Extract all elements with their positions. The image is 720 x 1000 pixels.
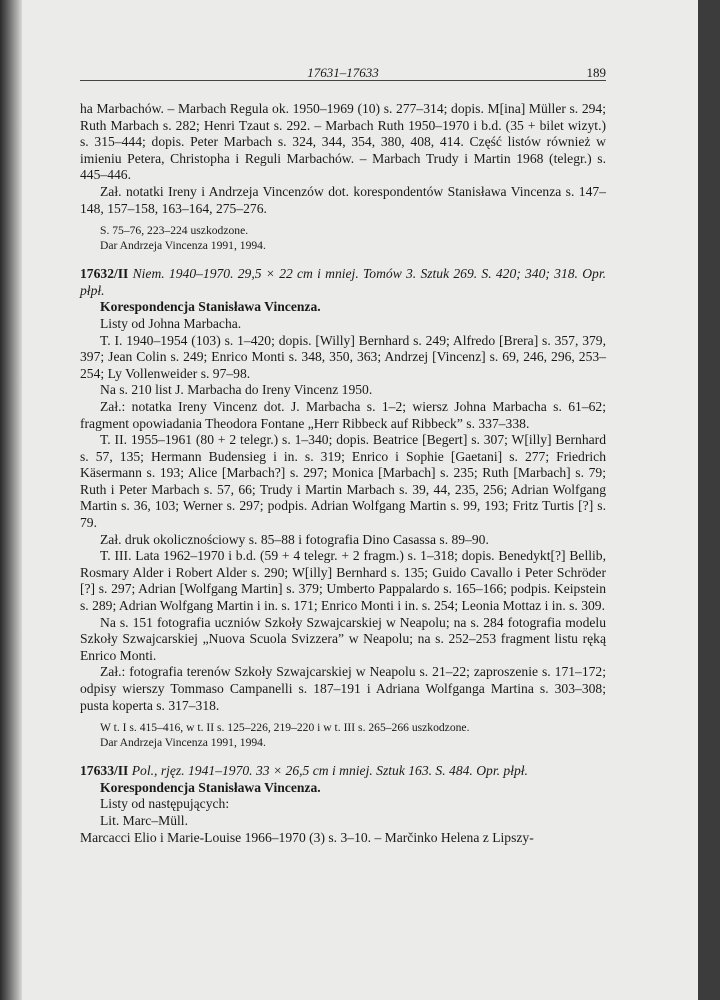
entry-header [80,763,606,780]
page-content [80,101,606,846]
paragraph: Zał.: notatka Ireny Vincenz dot. J. Marbacha s. 1–2; wiersz Johna Marbacha s. 61–62; fragment opowiadania Theodora Fontane „Herr Ribbeck auf Ribbeck” s. 337–338. [80,398,606,431]
paragraph: Na s. 151 fotografia uczniów Szkoły Szwajcarskiej w Neapolu; na s. 284 fotografia modelu Szkoły Szwajcarskiej „Nuova Scuola Svizzera” w Neapolu; na s. 252–253 fragment listu ręką Enrico Monti. [80,614,606,663]
paragraph: Zał.: fotografia terenów Szkoły Szwajcarskiej w Neapolu s. 21–22; zaproszenie s. 171–172; odpisy wierszy Tommaso Campanelli s. 187–191 i Adriana Wolfganga Martina s. 303–308; pusta koperta s. 317–318. [80,664,606,713]
running-title: 17631–17633 [307,65,379,80]
paragraph: T. I. 1940–1954 (103) s. 1–420; dopis. [Willy] Bernhard s. 249; Alfredo [Brera] s. 357, 379, 397; Jean Colin s. 249; Enrico Monti s. 348, 350, 363; Andrzej [Vincenz] s. 69, 246, 296, 253–254; Ly Vollenweider s. 97–98. [80,332,606,381]
paragraph: T. II. 1955–1961 (80 + 2 telegr.) s. 1–340; dopis. Beatrice [Begert] s. 307; W[illy] Bernhard s. 57, 135; Hermann Budensieg i in. s. 319; Enrico i Sophie [Gaetani] s. 277; Friedrich Käsermann s. 193; Alice [Marbach?] s. 297; Monica [Marbach] s. 235; Ruth [Marbach] s. 79; Ruth i Peter Marbach s. 57, 66; Trudy i Martin Marbach s. 39, 44, 235, 256; Adrian Wolfgang Martin s. 36, 103; Werner s. 297; podpis. Adrian Wolfgang Martin s. 99, 193; Fritz Turtis [?] s. 79. [80,432,606,531]
paragraph: T. III. Lata 1962–1970 i b.d. (59 + 4 telegr. + 2 fragm.) s. 1–318; dopis. Benedykt[?] Bellib, Rosmary Alder i Robert Alder s. 290; W[illy] Bernhard s. 135; Guido Cavallo i Peter Schröder [?] s. 297; Adrian [Wolfgang Martin] s. 379; Umberto Pappalardo s. 165–166; podpis. Keipstein s. 289; Adrian Wolfgang Martin i in. s. 171; Enrico Monti i in. s. 254; Leonia Mottaz i in. s. 309. [80,548,606,614]
paragraph: Lit. Marc–Müll. [100,812,188,828]
note-line: S. 75–76, 223–224 uszkodzone. [100,224,249,238]
entry-description: Niem. 1940–1970. 29,5 × 22 cm i mniej. Tomów 3. Sztuk 269. S. 420; 340; 318. Opr. płpł. [80,266,606,298]
paragraph: Listy od następujących: [100,796,230,812]
entry-title: Korespondencja Stanisława Vincenza. [100,779,321,795]
paragraph: Na s. 210 list J. Marbacha do Ireny Vincenz 1950. [100,382,373,398]
entry-header [80,266,606,299]
text-block [80,56,606,846]
page-number: 189 [586,65,606,80]
book-page [22,0,698,1000]
note-line: Dar Andrzeja Vincenza 1991, 1994. [100,736,266,750]
paragraph: Zał. druk okolicznościowy s. 85–88 i fotografia Dino Casassa s. 89–90. [100,531,489,547]
entry-description: Pol., rjęz. 1941–1970. 33 × 26,5 cm i mniej. Sztuk 163. S. 484. Opr. płpł. [131,763,528,779]
paragraph: Marcacci Elio i Marie-Louise 1966–1970 (3) s. 3–10. – Marčinko Helena z Lipszy- [80,829,534,845]
note-line: Dar Andrzeja Vincenza 1991, 1994. [100,239,266,253]
running-head [80,56,606,81]
paragraph: Zał. notatki Ireny i Andrzeja Vincenzów dot. korespondentów Stanisława Vincenza s. 147–148, 157–158, 163–164, 275–276. [80,183,606,216]
note-line: W t. I s. 415–416, w t. II s. 125–226, 219–220 i w t. III s. 265–266 uszkodzone. [100,721,470,735]
entry-signature: 17632/II [80,266,129,282]
book-spine-shadow [0,0,22,1000]
entry-signature: 17633/II [80,763,129,779]
entry-title: Korespondencja Stanisława Vincenza. [100,299,321,315]
paragraph: ha Marbachów. – Marbach Regula ok. 1950–1969 (10) s. 277–314; dopis. M[ina] Müller s. 294; Ruth Marbach s. 282; Henri Tzaut s. 292. – Marbach Ruth 1950–1970 i b.d. (35 + bilet wizyt.) s. 315–444; dopis. Peter Marbach s. 324, 344, 354, 380, 408, 414. Część listów również w imieniu Petera, Christopha i Reguli Marbachów. – Marbach Trudy i Martin 1968 (telegr.) s. 445–446. [80,101,606,183]
paragraph: Listy od Johna Marbacha. [100,315,242,331]
